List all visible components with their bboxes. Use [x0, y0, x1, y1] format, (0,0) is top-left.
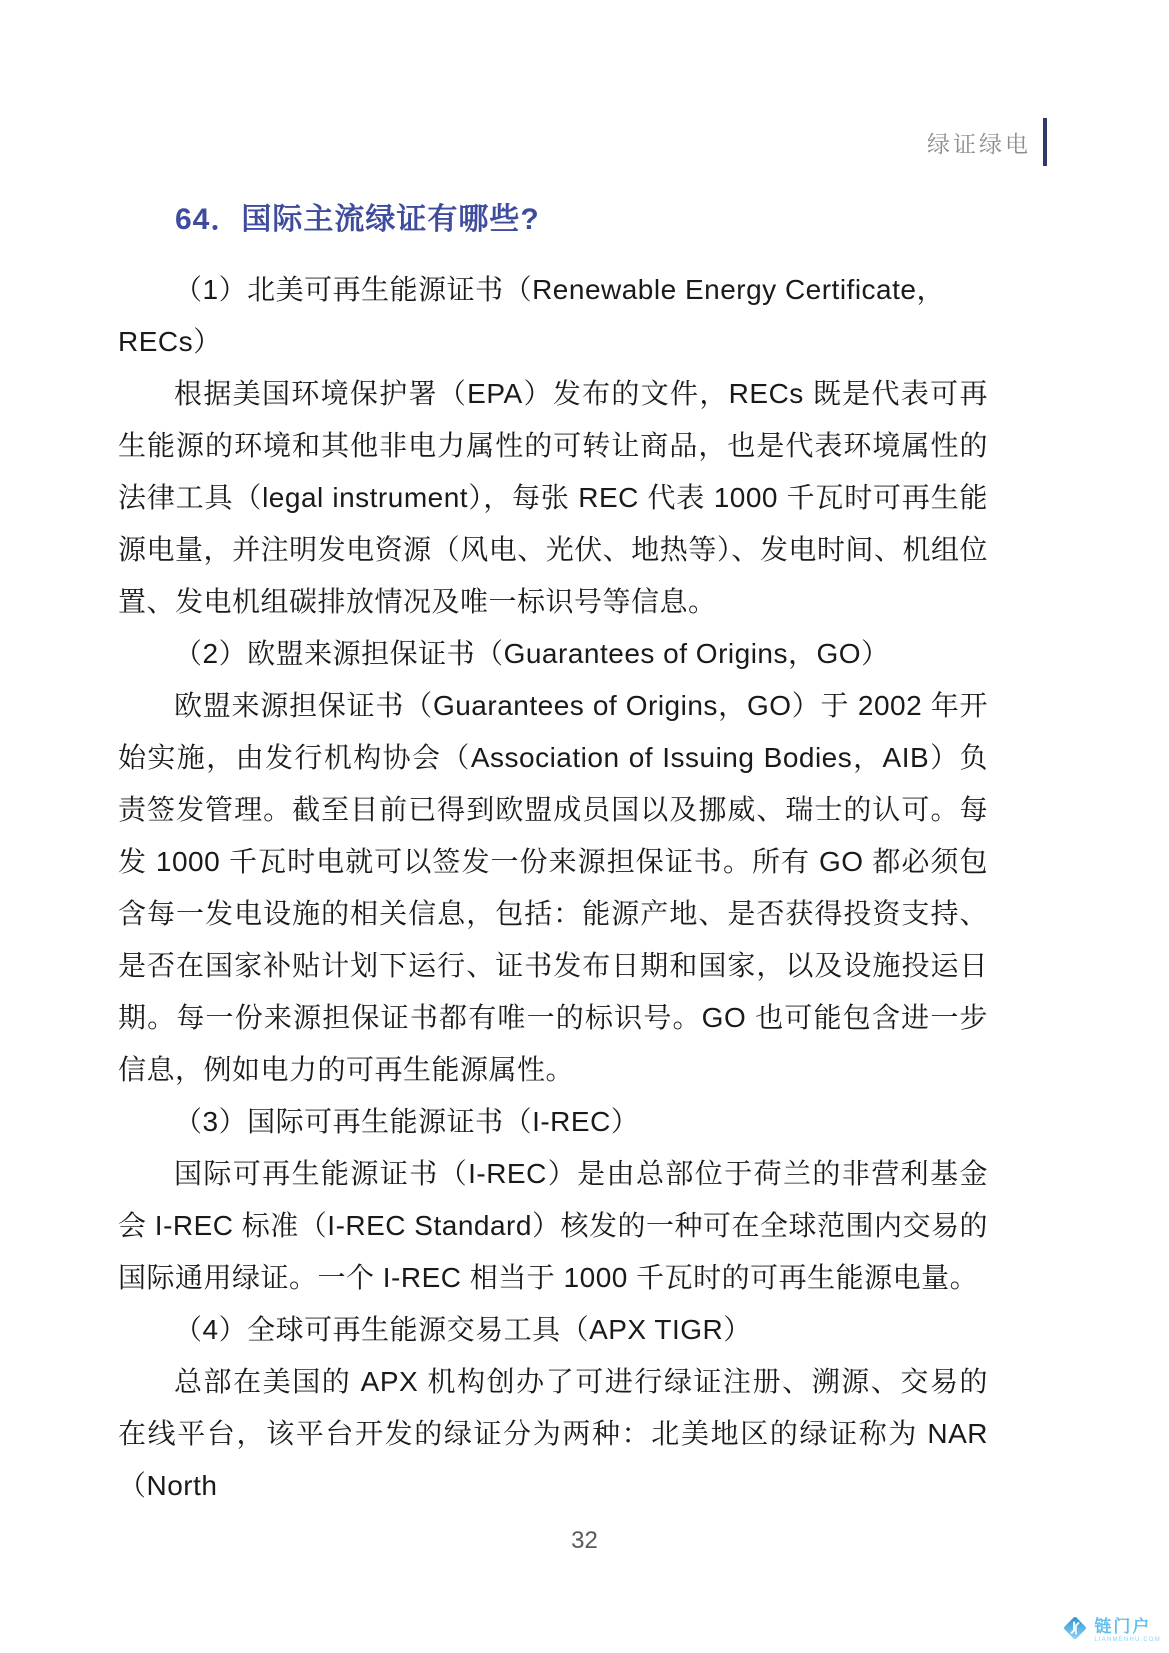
- lianmenhu-diamond-icon: [1061, 1614, 1089, 1647]
- header-label: 绿证绿电: [927, 130, 1031, 157]
- section-1-heading: （1）北美可再生能源证书（Renewable Energy Certificate，RECs）: [118, 274, 945, 357]
- question-title: 64．国际主流绿证有哪些?: [175, 203, 540, 236]
- section-1-paragraph: 根据美国环境保护署（EPA）发布的文件，RECs 既是代表可再生能源的环境和其他非电力属性的可转让商品，也是代表环境属性的法律工具（legal instrument），每张 REC 代表 1000 千瓦时可再生能源电量，并注明发电资源（风电、光伏、地热等）、发电时间、机组位置、发电机组碳排放情况及唯一标识号等信息。: [118, 378, 988, 617]
- section-3-heading: （3）国际可再生能源证书（I-REC）: [174, 1106, 640, 1137]
- document-content: [118, 200, 988, 1512]
- section-4-heading: （4）全球可再生能源交易工具（APX TIGR）: [174, 1314, 752, 1345]
- watermark-text: [1094, 1618, 1161, 1643]
- section-3-paragraph: 国际可再生能源证书（I-REC）是由总部位于荷兰的非营利基金会 I-REC 标准（I-REC Standard）核发的一种可在全球范围内交易的国际通用绿证。一个 I-REC 相当于 1000 千瓦时的可再生能源电量。: [118, 1158, 988, 1293]
- running-header: [927, 118, 1047, 166]
- watermark-name: 链门户: [1094, 1617, 1152, 1636]
- watermark-domain: LIANMENHU.COM: [1094, 1637, 1161, 1643]
- watermark-logo: [1061, 1614, 1161, 1647]
- section-4-paragraph: 总部在美国的 APX 机构创办了可进行绿证注册、溯源、交易的在线平台，该平台开发的绿证分为两种：北美地区的绿证称为 NAR（North: [118, 1366, 988, 1501]
- section-2-paragraph: 欧盟来源担保证书（Guarantees of Origins，GO）于 2002 年开始实施，由发行机构协会（Association of Issuing Bodies，AIB）负责签发管理。截至目前已得到欧盟成员国以及挪威、瑞士的认可。每发 1000 千瓦时电就可以签发一份来源担保证书。所有 GO 都必须包含每一发电设施的相关信息，包括：能源产地、是否获得投资支持、是否在国家补贴计划下运行、证书发布日期和国家，以及设施投运日期。每一份来源担保证书都有唯一的标识号。GO 也可能包含进一步信息，例如电力的可再生能源属性。: [118, 690, 988, 1085]
- page-footer: [0, 1527, 1169, 1555]
- page-number: 32: [571, 1527, 598, 1554]
- section-2-heading: （2）欧盟来源担保证书（Guarantees of Origins，GO）: [174, 638, 890, 669]
- header-divider-bar: [1043, 118, 1047, 166]
